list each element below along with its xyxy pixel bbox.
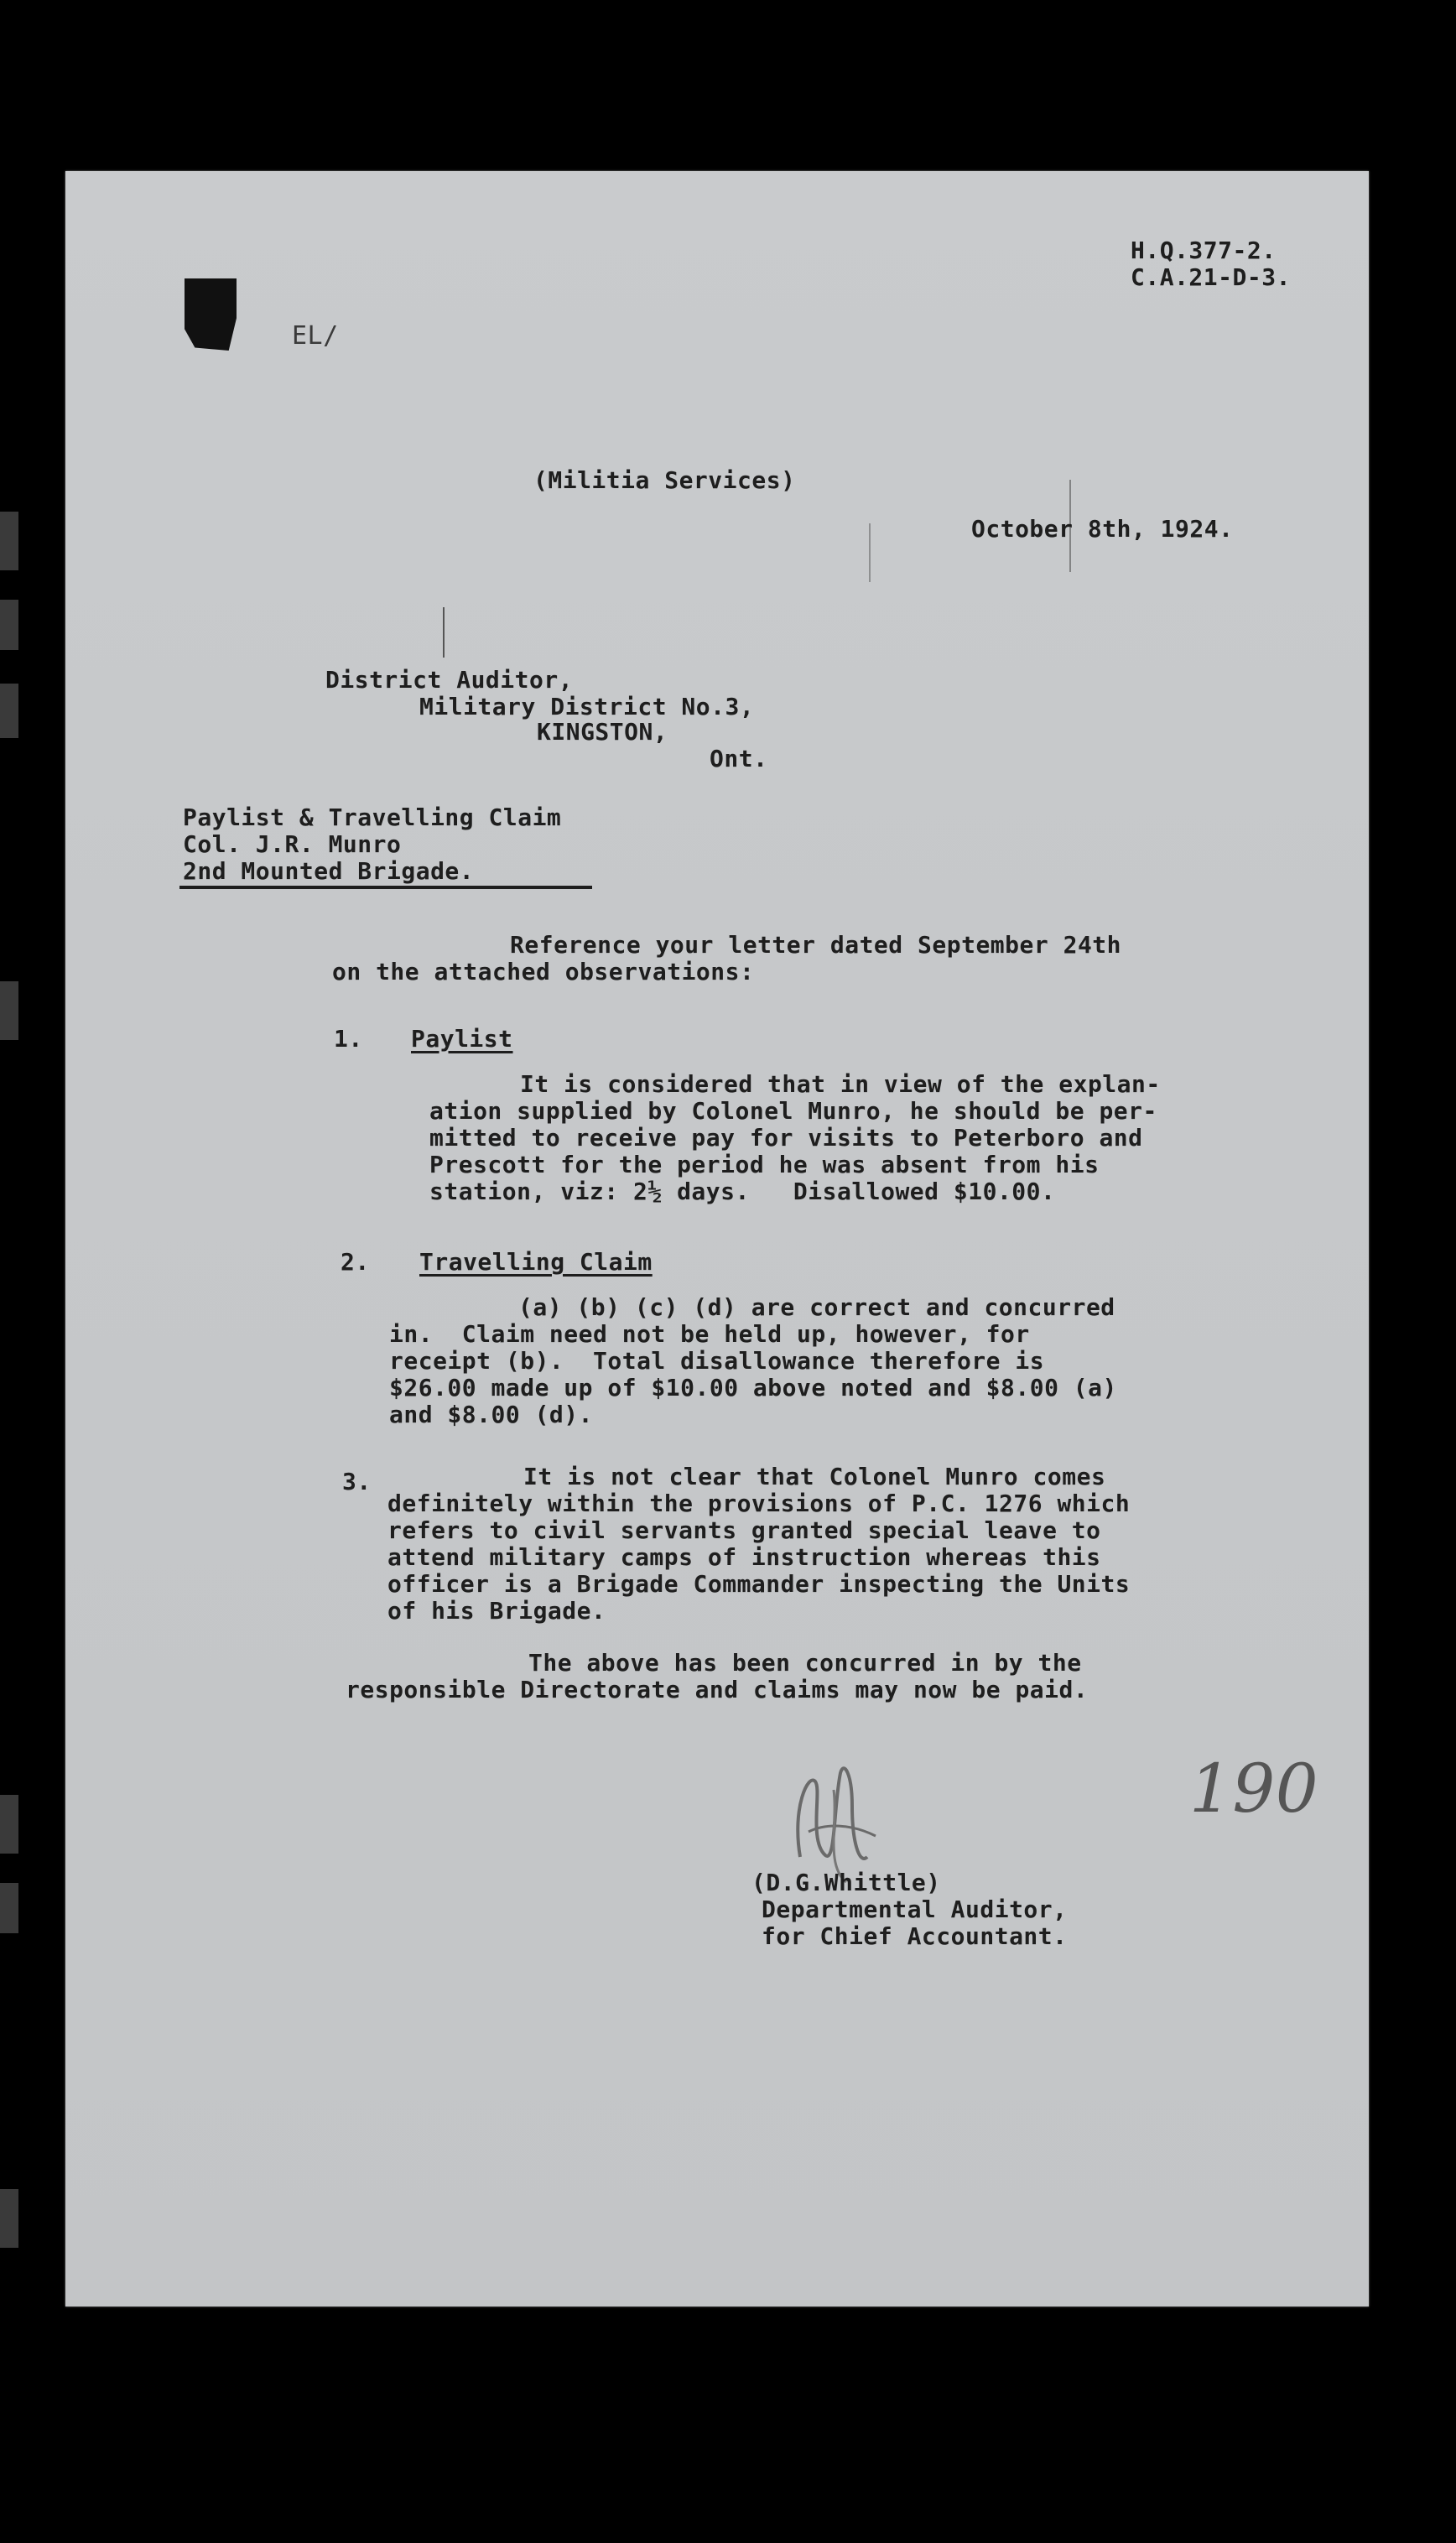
film-edge-mark <box>0 2189 18 2248</box>
subject-line-3: 2nd Mounted Brigade. <box>183 857 475 885</box>
film-edge-mark <box>0 981 18 1040</box>
film-edge-mark <box>0 600 18 650</box>
item-3-line-4: attend military camps of instruction whereas this <box>387 1543 1101 1571</box>
item-3-line-3: refers to civil servants granted special leave to <box>387 1516 1101 1544</box>
closing-line-1: The above has been concurred in by the <box>528 1649 1082 1677</box>
item-2-line-3: receipt (b). Total disallowance therefore is <box>389 1347 1045 1375</box>
item-3-line-5: officer is a Brigade Commander inspecting the Units <box>387 1570 1131 1598</box>
item-1-heading: Paylist <box>411 1025 513 1053</box>
item-1-line-2: ation supplied by Colonel Munro, he should be per- <box>429 1097 1157 1125</box>
file-ref-2: C.A.21-D-3. <box>1131 263 1291 291</box>
addressee-line-1: District Auditor, <box>325 666 574 694</box>
item-2-heading: Travelling Claim <box>419 1248 653 1276</box>
film-edge-mark <box>0 684 18 738</box>
item-1-line-4: Prescott for the period he was absent from his <box>429 1151 1100 1178</box>
addressee-line-4: Ont. <box>710 745 768 772</box>
signatory-title-2: for Chief Accountant. <box>762 1922 1068 1950</box>
punch-hole <box>185 278 237 351</box>
item-1-line-5: station, viz: 2½ days. Disallowed $10.00. <box>429 1178 1056 1205</box>
subject-line-2: Col. J.R. Munro <box>183 830 402 858</box>
closing-line-2: responsible Directorate and claims may now be paid. <box>346 1676 1089 1703</box>
item-2-line-2: in. Claim need not be held up, however, for <box>389 1320 1030 1348</box>
item-2-number: 2. <box>341 1248 370 1276</box>
item-2-line-4: $26.00 made up of $10.00 above noted and $8.00 (a) <box>389 1374 1117 1402</box>
signatory-name: (D.G.Whittle) <box>751 1869 941 1896</box>
film-edge-mark <box>0 1883 18 1933</box>
addressee-line-2: Military District No.3, <box>419 693 755 720</box>
file-ref-1: H.Q.377-2. <box>1131 237 1277 264</box>
margin-note-number: 190 <box>1189 1750 1319 1828</box>
service-heading: (Militia Services) <box>533 466 796 494</box>
item-2-line-1: (a) (b) (c) (d) are correct and concurred <box>518 1293 1115 1321</box>
item-3-number: 3. <box>342 1468 372 1495</box>
item-1-number: 1. <box>334 1025 363 1053</box>
signatory-title-1: Departmental Auditor, <box>762 1896 1068 1923</box>
scan-artifact-line <box>443 607 445 658</box>
addressee-line-3: KINGSTON, <box>537 718 668 746</box>
intro-line-2: on the attached observations: <box>332 958 755 985</box>
subject-line-1: Paylist & Travelling Claim <box>183 803 562 831</box>
letter-date: October 8th, 1924. <box>971 515 1234 543</box>
initials: EL/ <box>292 321 339 351</box>
item-2-line-5: and $8.00 (d). <box>389 1401 594 1428</box>
intro-line-1: Reference your letter dated September 24th <box>510 931 1122 959</box>
item-3-line-1: It is not clear that Colonel Munro comes <box>523 1463 1106 1490</box>
subject-underline <box>179 886 592 889</box>
item-1-line-1: It is considered that in view of the explan- <box>520 1070 1161 1098</box>
scan-artifact-line <box>869 523 871 582</box>
letter-page <box>65 171 1369 2306</box>
item-1-line-3: mitted to receive pay for visits to Peterboro and <box>429 1124 1143 1152</box>
film-edge-mark <box>0 512 18 570</box>
item-3-line-6: of his Brigade. <box>387 1597 606 1625</box>
film-edge-mark <box>0 1795 18 1854</box>
item-3-line-2: definitely within the provisions of P.C. 1276 which <box>387 1490 1131 1517</box>
